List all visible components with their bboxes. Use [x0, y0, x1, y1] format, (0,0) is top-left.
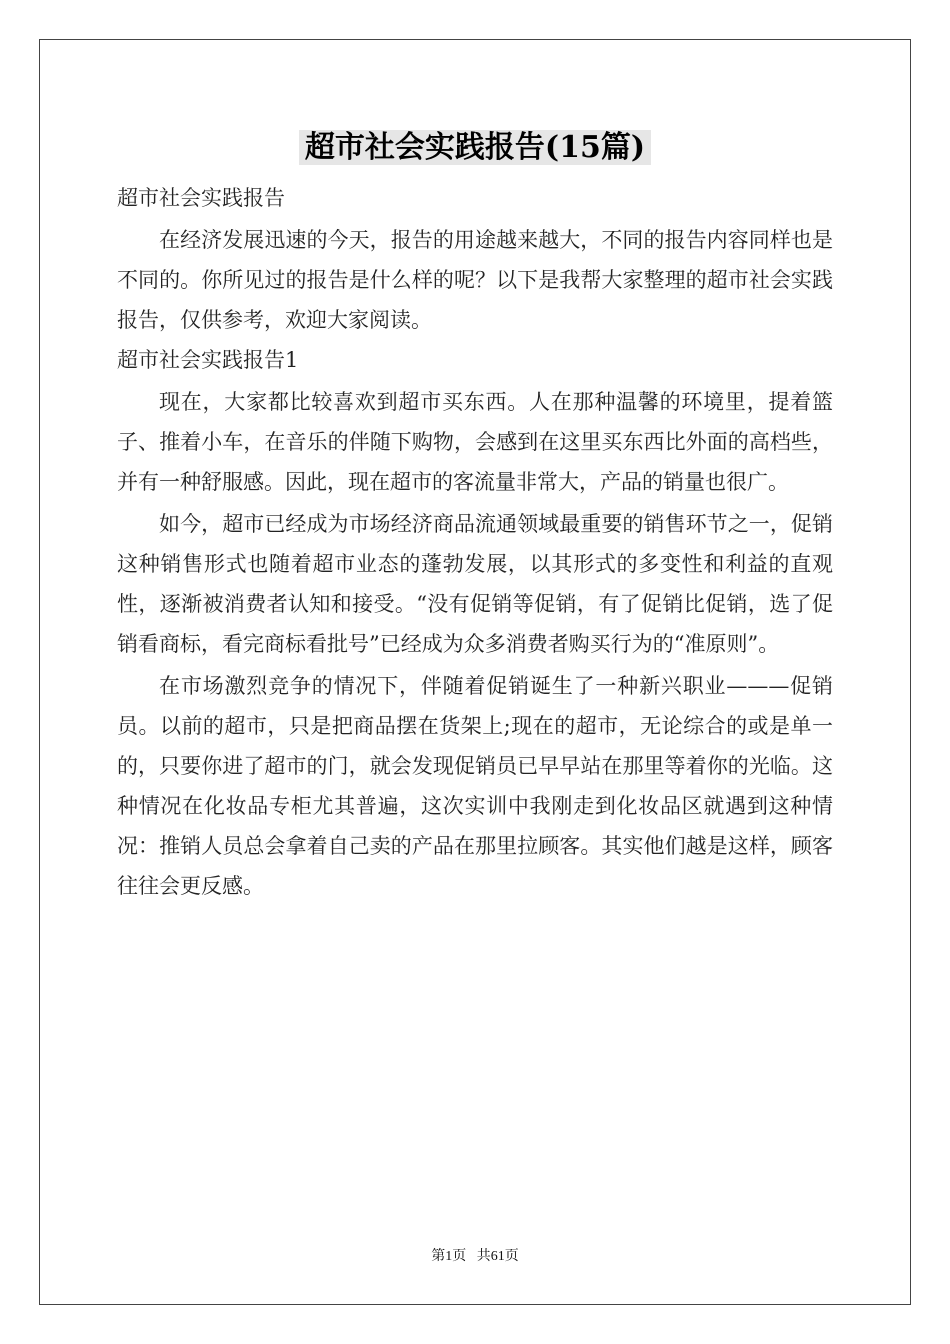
paragraph: 如今，超市已经成为市场经济商品流通领域最重要的销售环节之一，促销这种销售形式也随着超市业态的蓬勃发展，以其形式的多变性和利益的直观性，逐渐被消费者认知和接受。“没有促销等促销，有了促销比促销，选了促销看商标，看完商标看批号”已经成为众多消费者购买行为的“准原则”。 — [117, 512, 833, 656]
section-heading: 超市社会实践报告 — [117, 186, 285, 210]
document-title — [0, 124, 950, 172]
title-text: 超市社会实践报告(15篇) — [299, 130, 651, 165]
document-body — [117, 178, 833, 906]
page-number: 第1页 共61页 — [431, 1249, 519, 1264]
paragraph: 在市场激烈竞争的情况下，伴随着促销诞生了一种新兴职业———促销员。以前的超市，只是把商品摆在货架上;现在的超市，无论综合的或是单一的，只要你进了超市的门，就会发现促销员已早早站在那里等着你的光临。这种情况在化妆品专柜尤其普遍，这次实训中我刚走到化妆品区就遇到这种情况：推销人员总会拿着自己卖的产品在那里拉顾客。其实他们越是这样，顾客往往会更反感。 — [117, 674, 833, 898]
paragraph: 现在，大家都比较喜欢到超市买东西。人在那种温馨的环境里，提着篮子、推着小车，在音乐的伴随下购物，会感到在这里买东西比外面的高档些，并有一种舒服感。因此，现在超市的客流量非常大，产品的销量也很广。 — [117, 390, 833, 494]
paragraph: 在经济发展迅速的今天，报告的用途越来越大，不同的报告内容同样也是不同的。你所见过的报告是什么样的呢？以下是我帮大家整理的超市社会实践报告，仅供参考，欢迎大家阅读。 — [117, 228, 833, 332]
section-heading: 超市社会实践报告1 — [117, 348, 299, 372]
